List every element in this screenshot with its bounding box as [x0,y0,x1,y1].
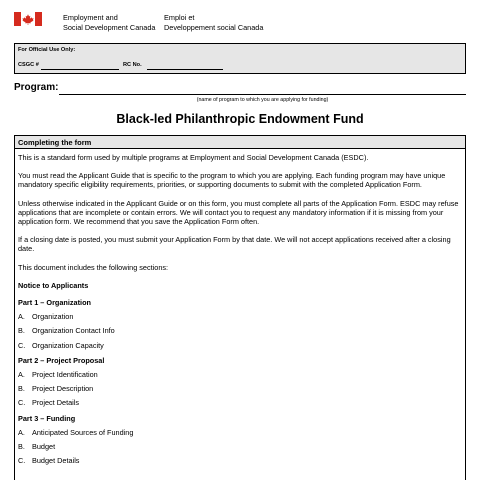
paragraph: This document includes the following sections: [18,262,169,272]
dept-fr-line2: Developpement social Canada [164,22,264,32]
list-item [18,312,462,321]
page-title: Black-led Philanthropic Endowment Fund [116,112,364,126]
page-header [14,12,474,36]
item-letter: C. [18,398,26,408]
item-label: Organization [32,312,74,322]
item-label: Project Identification [32,370,98,380]
dept-en-line2: Social Development Canada [63,22,156,32]
paragraph: This is a standard form used by multiple programs at Employment and Social Development Canada (ESDC). [18,153,369,162]
item-label: Project Details [32,398,80,408]
list-item [18,384,462,393]
list-item [18,370,462,379]
list-item [18,398,462,407]
list-item [18,326,462,335]
list-item [18,442,462,451]
item-letter: C. [18,340,26,350]
part-title: Part 2 – Project Proposal [18,355,105,365]
list-item [18,456,462,465]
item-letter: C. [18,456,26,466]
part-title: Part 3 – Funding [18,413,76,423]
dept-fr-line1: Emploi et [164,13,195,22]
item-letter: A. [18,427,25,437]
item-letter: B. [18,326,25,336]
paragraph: Unless otherwise indicated in the Applicant Guide or on this form, you must complete all parts of the Application Form. ESDC may refuse applications that are incomplete or contain errors. We will contact you to request any mandatory information if it is missing from your application form. We recommend that you save the Application Form often. [18,198,459,227]
program-name-input[interactable] [59,81,466,95]
part-title: Part 1 – Organization [18,298,91,308]
official-use-title: For Official Use Only: [18,47,76,53]
section-heading: Completing the form [15,136,465,149]
canada-flag-icon [14,12,42,26]
department-name-french [164,13,263,32]
item-label: Anticipated Sources of Funding [32,427,134,437]
program-hint: (name of program to which you are applying for funding) [196,97,329,103]
item-letter: B. [18,384,25,394]
program-label: Program: [14,82,59,93]
item-label: Organization Capacity [32,340,104,350]
csgc-label: CSGC # [18,62,39,68]
csgc-field[interactable] [41,69,119,70]
item-label: Project Description [32,384,94,394]
section-content [15,149,465,465]
item-letter: A. [18,312,25,322]
official-use-box [14,43,466,74]
notice-to-applicants: Notice to Applicants [18,280,89,290]
item-letter: B. [18,442,25,452]
list-item [18,341,462,350]
paragraph: If a closing date is posted, you must submit your Application Form by that date. We will not accept applications received after a closing date. [18,235,451,254]
completing-form-section [14,135,466,480]
paragraph: You must read the Applicant Guide that is specific to the program to which you are applying. Each funding program may have unique mandatory specific eligibility requirements, priorities, or supporting documents to submit with the completed Application Form. [18,171,446,190]
department-name-english [63,13,155,32]
item-label: Budget Details [32,456,80,466]
list-item [18,428,462,437]
rc-number-label: RC No. [123,62,142,68]
item-label: Organization Contact Info [32,326,115,336]
item-label: Budget [32,442,56,452]
item-letter: A. [18,370,25,380]
rc-number-field[interactable] [147,69,223,70]
dept-en-line1: Employment and [63,13,118,22]
